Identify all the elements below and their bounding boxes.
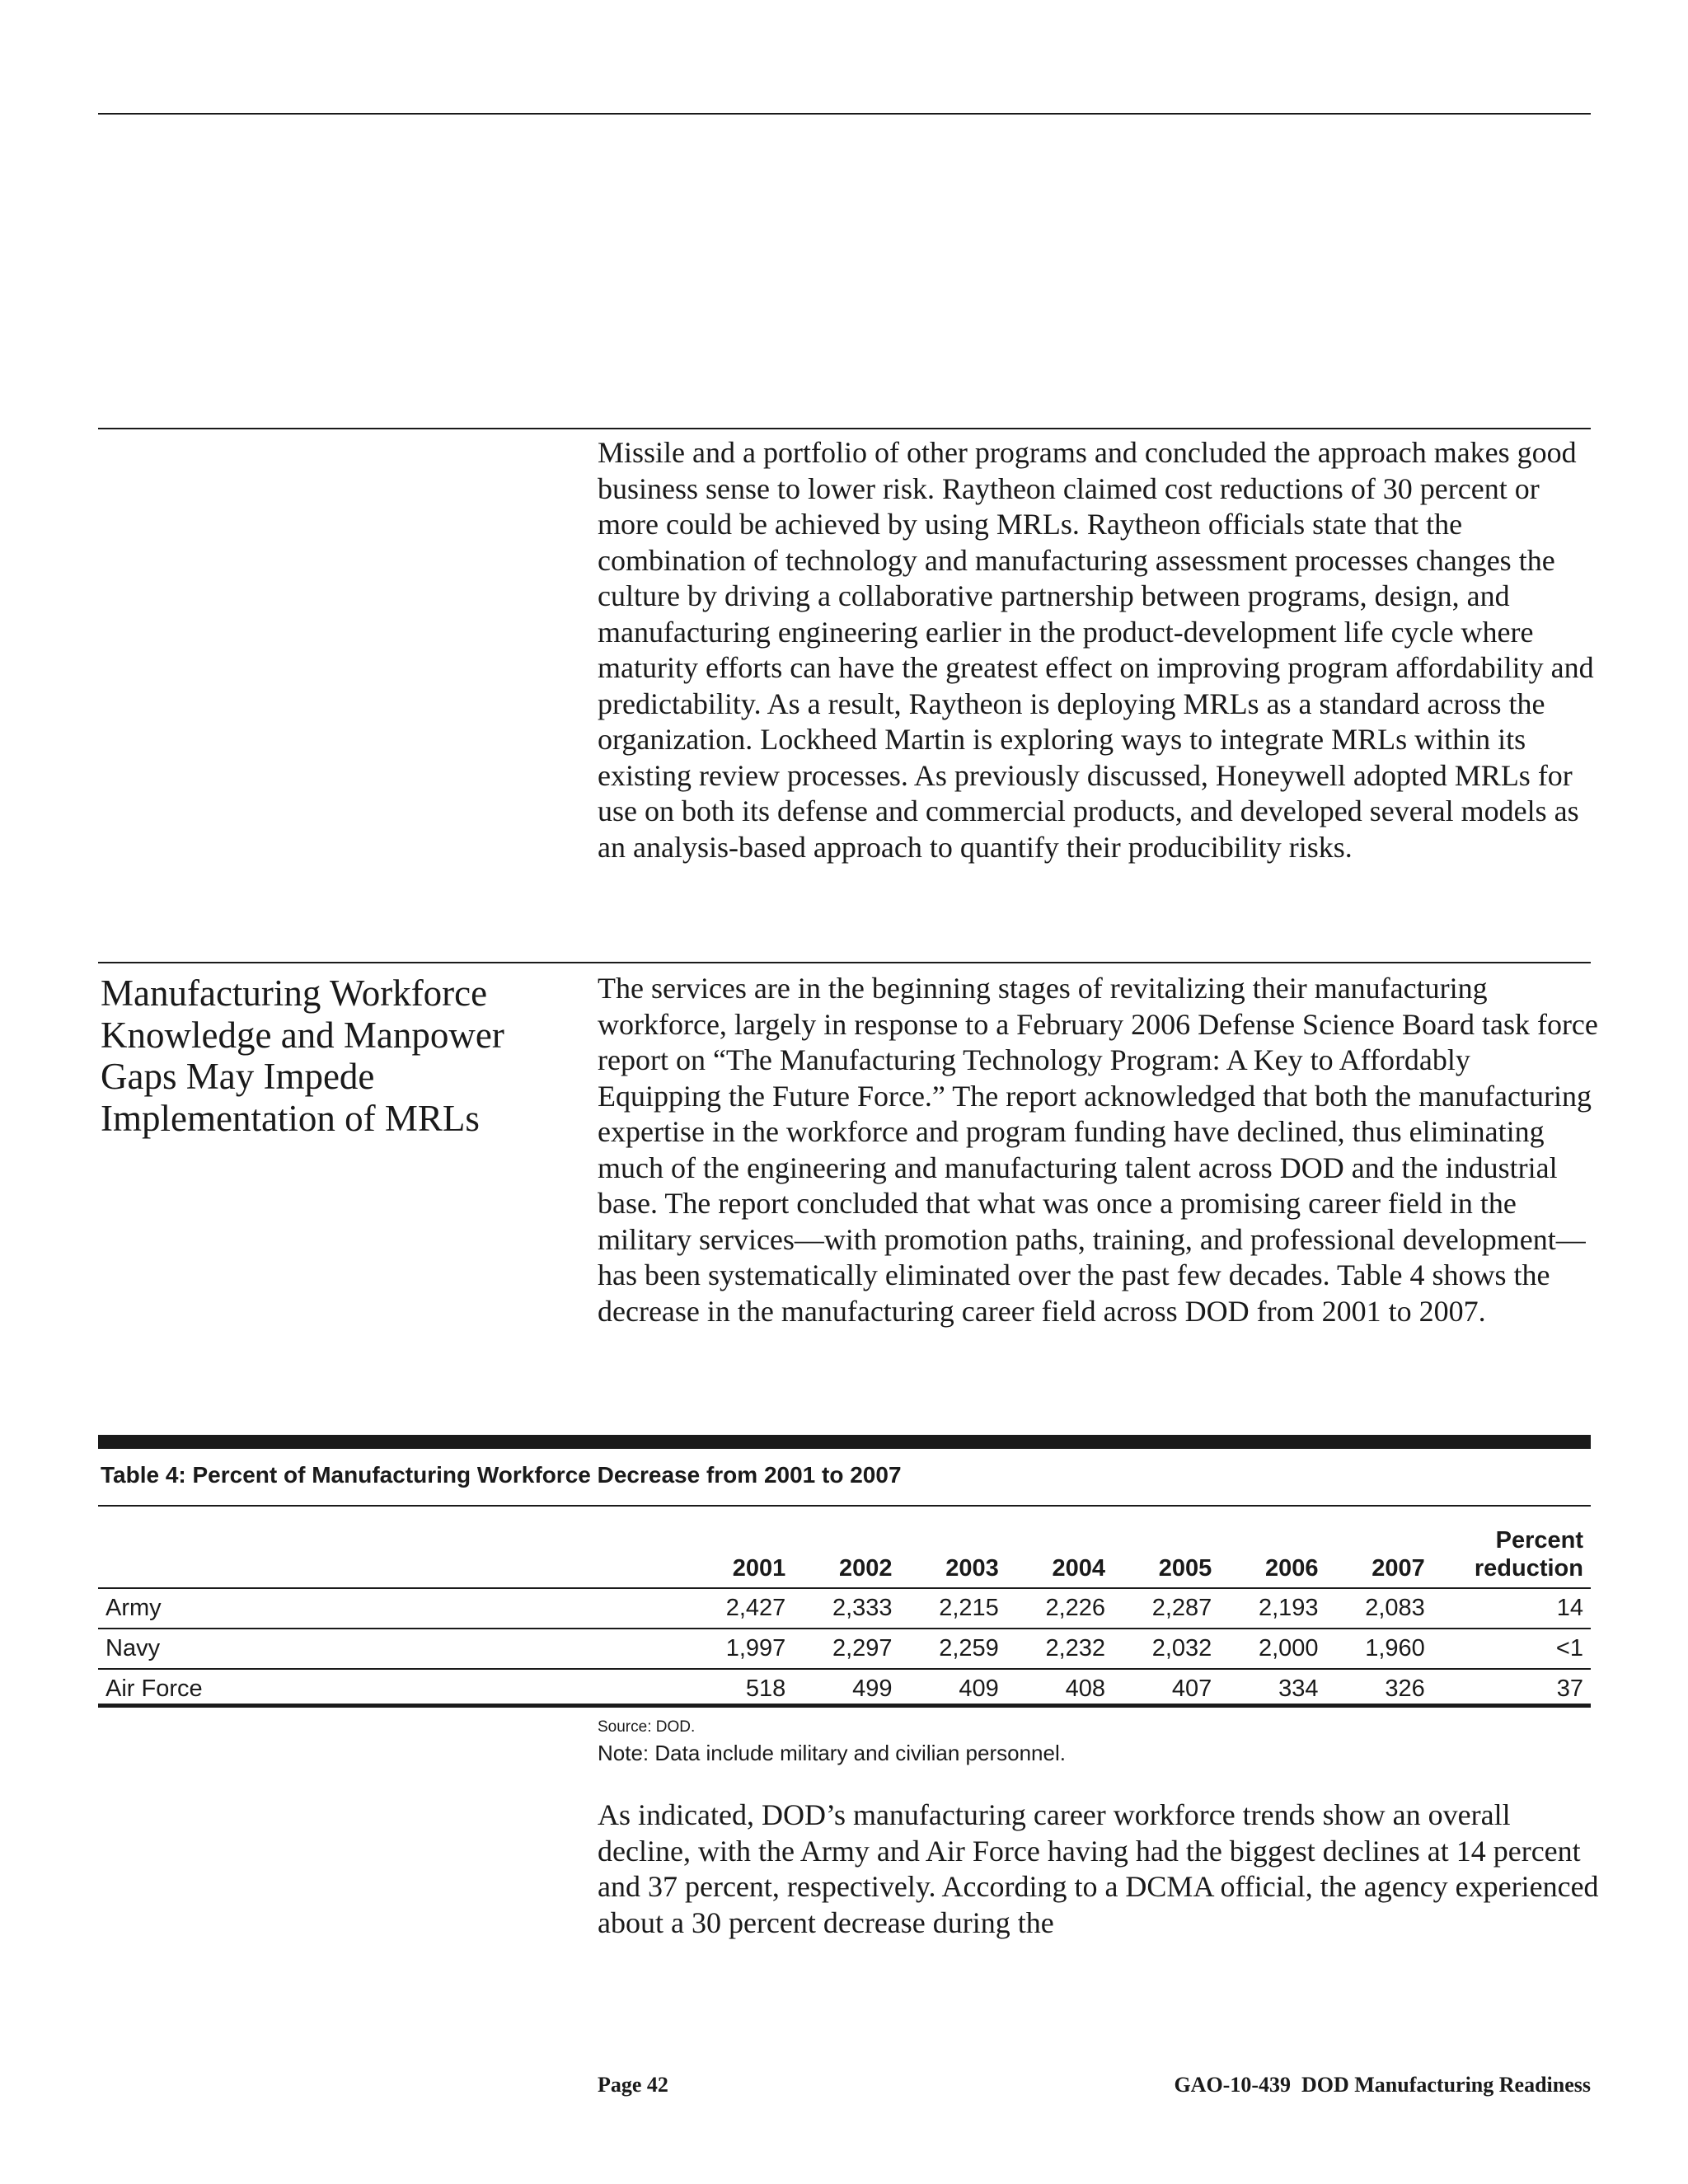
page-number: Page 42 bbox=[598, 2073, 668, 2097]
table-note: Note: Data include military and civilian personnel. bbox=[598, 1741, 1066, 1765]
section-rule-top bbox=[98, 428, 1591, 429]
cell-2007: 2,083 bbox=[1365, 1595, 1425, 1621]
cell-2003: 2,215 bbox=[939, 1595, 999, 1621]
header-2007: 2007 bbox=[1372, 1555, 1425, 1582]
table-top-thick-rule bbox=[98, 1435, 1591, 1449]
cell-2005: 2,287 bbox=[1151, 1595, 1212, 1621]
header-2004: 2004 bbox=[1052, 1555, 1106, 1582]
workforce-paragraph: The services are in the beginning stages of revitalizing their manufacturing workforce, largely in response to a February 2006 Defense Science Board task force report on “The Manufacturing Technology Program: A Key to Affordably Equipping the Future Force.” The report acknowledged that both the manufacturing expertise in the workforce and program funding have declined, thus eliminating much of the engineering and manufacturing talent across DOD and the industrial base. The report concluded that what was once a promising career field in the military services—with promotion paths, training, and professional development—has been systematically eliminated over the past few decades. Table 4 shows the decrease in the manufacturing career field across DOD from 2001 to 2007. bbox=[598, 972, 1598, 1328]
table-caption: Table 4: Percent of Manufacturing Workforce Decrease from 2001 to 2007 bbox=[101, 1462, 902, 1488]
section-rule-workforce bbox=[98, 962, 1591, 963]
header-percent-reduction: Percent reduction bbox=[1474, 1527, 1583, 1582]
report-title: GAO-10-439 DOD Manufacturing Readiness bbox=[1174, 2073, 1591, 2097]
header-2006: 2006 bbox=[1265, 1555, 1319, 1582]
table-row-navy bbox=[98, 1629, 1591, 1669]
cell-2007: 1,960 bbox=[1365, 1635, 1425, 1661]
row-label: Navy bbox=[106, 1635, 161, 1661]
cell-2002: 2,297 bbox=[832, 1635, 893, 1661]
cell-2005: 2,032 bbox=[1151, 1635, 1212, 1661]
cell-2004: 2,226 bbox=[1045, 1595, 1106, 1621]
conclusion-paragraph: As indicated, DOD’s manufacturing career workforce trends show an overall decline, with the Army and Air Force having had the biggest declines at 14 percent and 37 percent, respectively. According to a DCMA official, the agency experienced about a 30 percent decrease during the bbox=[598, 1798, 1599, 1939]
table-header-row bbox=[98, 1516, 1591, 1588]
header-2001: 2001 bbox=[732, 1555, 786, 1582]
table-row-air-force bbox=[98, 1669, 1591, 1708]
cell-2002: 499 bbox=[852, 1675, 893, 1702]
cell-2004: 408 bbox=[1065, 1675, 1106, 1702]
top-rule bbox=[98, 113, 1591, 115]
workforce-table bbox=[98, 1516, 1591, 1708]
table-header-rule bbox=[98, 1505, 1591, 1507]
header-blank bbox=[98, 1516, 687, 1588]
table-source: Source: DOD. bbox=[598, 1718, 696, 1736]
intro-paragraph: Missile and a portfolio of other programs and concluded the approach makes good business sense to lower risk. Raytheon claimed cost reductions of 30 percent or more could be achieved by using MRLs. Raytheon officials state that the combination of technology and manufacturing assessment processes changes the culture by driving a collaborative partnership between programs, design, and manufacturing engineering earlier in the product-development life cycle where maturity efforts can have the greatest effect on improving program affordability and predictability. As a result, Raytheon is deploying MRLs as a standard across the organization. Lockheed Martin is exploring ways to integrate MRLs within its existing review processes. As previously discussed, Honeywell adopted MRLs for use on both its defense and commercial products, and developed several models as an analysis-based approach to quantify their producibility risks. bbox=[598, 436, 1594, 864]
cell-2001: 518 bbox=[745, 1675, 786, 1702]
row-label: Army bbox=[106, 1595, 162, 1621]
cell-2006: 334 bbox=[1278, 1675, 1319, 1702]
cell-percent-reduction: 14 bbox=[1556, 1595, 1583, 1621]
header-2005: 2005 bbox=[1158, 1555, 1212, 1582]
header-2003: 2003 bbox=[945, 1555, 999, 1582]
cell-percent-reduction: 37 bbox=[1556, 1675, 1583, 1702]
cell-2004: 2,232 bbox=[1045, 1635, 1106, 1661]
cell-2001: 2,427 bbox=[725, 1595, 786, 1621]
table-bottom-rule bbox=[98, 1704, 1591, 1708]
cell-2001: 1,997 bbox=[725, 1635, 786, 1661]
section-heading: Manufacturing Workforce Knowledge and Manpower Gaps May Impede Implementation of MRLs bbox=[101, 972, 504, 1139]
row-label: Air Force bbox=[106, 1675, 203, 1702]
cell-percent-reduction: <1 bbox=[1555, 1635, 1583, 1661]
cell-2006: 2,193 bbox=[1258, 1595, 1319, 1621]
cell-2003: 409 bbox=[959, 1675, 999, 1702]
cell-2006: 2,000 bbox=[1258, 1635, 1319, 1661]
table-row-army bbox=[98, 1588, 1591, 1629]
cell-2007: 326 bbox=[1385, 1675, 1425, 1702]
header-2002: 2002 bbox=[839, 1555, 893, 1582]
cell-2005: 407 bbox=[1171, 1675, 1212, 1702]
cell-2003: 2,259 bbox=[939, 1635, 999, 1661]
cell-2002: 2,333 bbox=[832, 1595, 893, 1621]
